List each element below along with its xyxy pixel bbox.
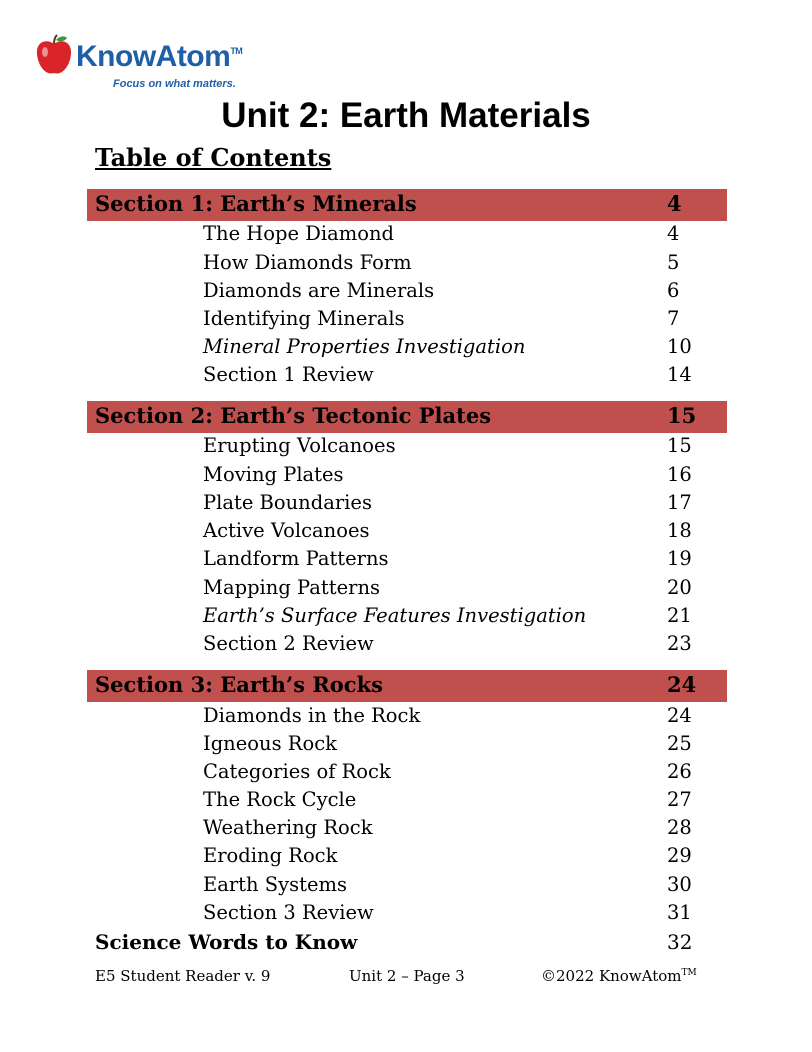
entry-page: 17 bbox=[667, 491, 692, 514]
entry-page: 21 bbox=[667, 604, 692, 627]
entry-page: 28 bbox=[667, 816, 692, 839]
toc-entry bbox=[203, 363, 703, 391]
section-1-bar bbox=[87, 189, 727, 221]
toc-entry bbox=[203, 732, 703, 760]
entry-page: 27 bbox=[667, 788, 692, 811]
toc-entry bbox=[203, 788, 703, 816]
section-title: Section 2: Earth’s Tectonic Plates bbox=[95, 403, 492, 428]
entry-label: Active Volcanoes bbox=[203, 519, 370, 542]
entry-label: Weathering Rock bbox=[203, 816, 373, 839]
footer-page-number: Unit 2 – Page 3 bbox=[349, 967, 465, 985]
entry-label: The Hope Diamond bbox=[203, 222, 395, 245]
toc-entry bbox=[203, 901, 703, 929]
entry-label: Igneous Rock bbox=[203, 732, 337, 755]
toc-heading: Table of Contents bbox=[95, 143, 332, 172]
entry-page: 24 bbox=[667, 704, 692, 727]
entry-label: Earth Systems bbox=[203, 873, 348, 896]
entry-page: 25 bbox=[667, 732, 692, 755]
knowatom-logo bbox=[36, 30, 266, 96]
toc-entry bbox=[203, 547, 703, 575]
entry-label: Section 1 Review bbox=[203, 363, 374, 386]
entry-label: Mapping Patterns bbox=[203, 576, 381, 599]
logo-wordmark: KnowAtom™ bbox=[76, 40, 243, 73]
entry-label: Eroding Rock bbox=[203, 844, 338, 867]
toc-entry bbox=[203, 576, 703, 604]
entry-page: 6 bbox=[667, 279, 680, 302]
entry-label: Diamonds in the Rock bbox=[203, 704, 421, 727]
science-words-label: Science Words to Know bbox=[95, 930, 358, 954]
section-page: 24 bbox=[667, 672, 697, 697]
entry-label: Mineral Properties Investigation bbox=[203, 335, 526, 358]
science-words-entry bbox=[95, 930, 715, 954]
entry-label: Section 3 Review bbox=[203, 901, 374, 924]
entry-label: How Diamonds Form bbox=[203, 251, 412, 274]
entry-label: Diamonds are Minerals bbox=[203, 279, 435, 302]
entry-label: Categories of Rock bbox=[203, 760, 391, 783]
toc-entry bbox=[203, 279, 703, 307]
entry-page: 10 bbox=[667, 335, 692, 358]
section-title: Section 3: Earth’s Rocks bbox=[95, 672, 383, 697]
entry-page: 31 bbox=[667, 901, 692, 924]
toc-entry bbox=[203, 816, 703, 844]
logo-trademark: TM bbox=[230, 46, 243, 56]
entry-page: 30 bbox=[667, 873, 692, 896]
section-page: 4 bbox=[667, 191, 682, 216]
toc-entry bbox=[203, 434, 703, 462]
entry-page: 29 bbox=[667, 844, 692, 867]
entry-label: Earth’s Surface Features Investigation bbox=[203, 604, 587, 627]
entry-label: Identifying Minerals bbox=[203, 307, 405, 330]
toc-entry-investigation bbox=[203, 335, 703, 363]
entry-page: 4 bbox=[667, 222, 680, 245]
toc-entry bbox=[203, 632, 703, 660]
toc-entry bbox=[203, 491, 703, 519]
unit-title: Unit 2: Earth Materials bbox=[221, 96, 591, 135]
entry-page: 16 bbox=[667, 463, 692, 486]
entry-page: 14 bbox=[667, 363, 692, 386]
section-page: 15 bbox=[667, 403, 697, 428]
entry-page: 26 bbox=[667, 760, 692, 783]
toc-entry bbox=[203, 844, 703, 872]
toc-entry bbox=[203, 873, 703, 901]
toc-entry bbox=[203, 704, 703, 732]
entry-label: Erupting Volcanoes bbox=[203, 434, 396, 457]
entry-page: 19 bbox=[667, 547, 692, 570]
entry-page: 23 bbox=[667, 632, 692, 655]
footer-copyright: ©2022 KnowAtom™ bbox=[541, 967, 697, 985]
entry-page: 5 bbox=[667, 251, 680, 274]
toc-entry-investigation bbox=[203, 604, 703, 632]
entry-page: 18 bbox=[667, 519, 692, 542]
section-2-bar bbox=[87, 401, 727, 433]
science-words-page: 32 bbox=[667, 930, 693, 954]
apple-icon bbox=[36, 34, 72, 78]
entry-label: The Rock Cycle bbox=[203, 788, 357, 811]
entry-label: Section 2 Review bbox=[203, 632, 374, 655]
section-3-bar bbox=[87, 670, 727, 702]
toc-entry bbox=[203, 519, 703, 547]
entry-label: Landform Patterns bbox=[203, 547, 389, 570]
section-title: Section 1: Earth’s Minerals bbox=[95, 191, 417, 216]
toc-entry bbox=[203, 251, 703, 279]
footer-reader-version: E5 Student Reader v. 9 bbox=[95, 967, 271, 985]
toc-entry bbox=[203, 307, 703, 335]
logo-tagline: Focus on what matters. bbox=[113, 78, 236, 90]
entry-label: Moving Plates bbox=[203, 463, 344, 486]
toc-entry bbox=[203, 760, 703, 788]
entry-page: 7 bbox=[667, 307, 680, 330]
entry-label: Plate Boundaries bbox=[203, 491, 372, 514]
entry-page: 15 bbox=[667, 434, 692, 457]
entry-page: 20 bbox=[667, 576, 692, 599]
toc-entry bbox=[203, 222, 703, 250]
toc-entry bbox=[203, 463, 703, 491]
footer-trademark: TM bbox=[681, 968, 697, 978]
